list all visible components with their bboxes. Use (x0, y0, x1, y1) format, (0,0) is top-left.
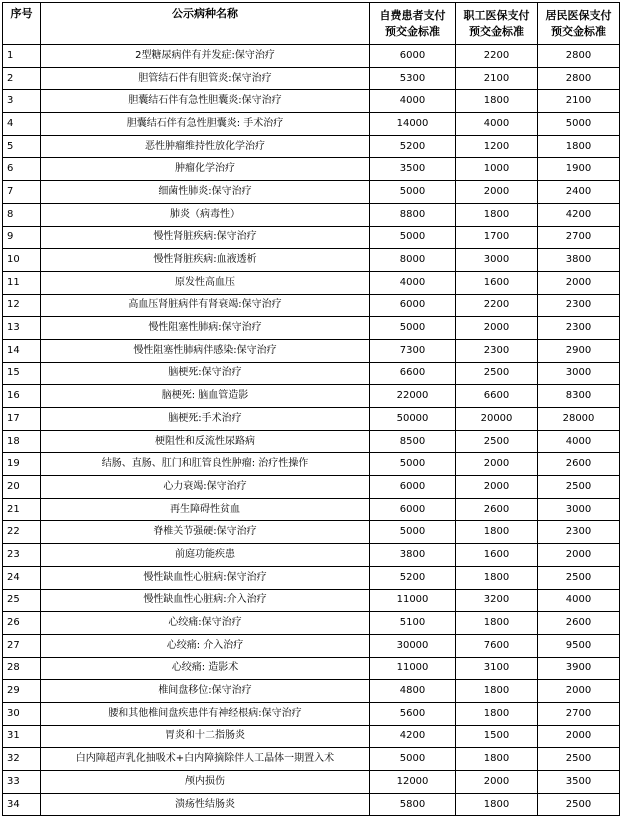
row-resident-cell: 1900 (538, 158, 620, 181)
row-seq-cell: 6 (3, 158, 41, 181)
row-employee-cell: 6600 (456, 385, 538, 408)
table-row (3, 680, 620, 703)
row-self-pay-cell: 4000 (370, 271, 456, 294)
row-resident-cell: 2300 (538, 317, 620, 340)
row-seq-cell: 19 (3, 453, 41, 476)
row-employee-cell: 1700 (456, 226, 538, 249)
row-employee-cell: 2300 (456, 339, 538, 362)
row-self-pay-cell: 5000 (370, 317, 456, 340)
row-self-pay-cell: 7300 (370, 339, 456, 362)
table-row (3, 67, 620, 90)
row-self-pay-cell: 5600 (370, 702, 456, 725)
row-resident-cell: 2800 (538, 67, 620, 90)
row-self-pay-cell: 4200 (370, 725, 456, 748)
header-self-pay-line1: 自费患者支付 (379, 8, 446, 22)
row-seq-cell: 34 (3, 793, 41, 816)
row-self-pay-cell: 22000 (370, 385, 456, 408)
header-self-pay-line2: 预交金标准 (385, 24, 440, 38)
row-self-pay-cell: 4000 (370, 90, 456, 113)
disease-fee-table-container (2, 2, 620, 816)
row-seq-cell: 27 (3, 634, 41, 657)
row-employee-cell: 1800 (456, 203, 538, 226)
header-row (3, 3, 620, 45)
row-seq-cell: 16 (3, 385, 41, 408)
table-row (3, 702, 620, 725)
row-seq-cell: 5 (3, 135, 41, 158)
row-self-pay-cell: 5100 (370, 612, 456, 635)
row-employee-cell: 1800 (456, 748, 538, 771)
row-self-pay-cell: 30000 (370, 634, 456, 657)
table-row (3, 226, 620, 249)
row-seq-cell: 24 (3, 566, 41, 589)
table-row (3, 498, 620, 521)
row-disease-name-cell: 慢性肾脏疾病:保守治疗 (41, 226, 370, 249)
row-seq-cell: 31 (3, 725, 41, 748)
row-seq-cell: 21 (3, 498, 41, 521)
table-row (3, 135, 620, 158)
row-disease-name-cell: 腰和其他椎间盘疾患伴有神经根病:保守治疗 (41, 702, 370, 725)
row-resident-cell: 1800 (538, 135, 620, 158)
table-row (3, 385, 620, 408)
row-employee-cell: 3000 (456, 249, 538, 272)
row-resident-cell: 2800 (538, 45, 620, 68)
table-row (3, 771, 620, 794)
row-resident-cell: 2700 (538, 226, 620, 249)
row-resident-cell: 3000 (538, 498, 620, 521)
row-resident-cell: 2500 (538, 748, 620, 771)
row-employee-cell: 20000 (456, 408, 538, 431)
table-row (3, 249, 620, 272)
row-disease-name-cell: 白内障超声乳化抽吸术+白内障摘除伴人工晶体一期置入术 (41, 748, 370, 771)
row-employee-cell: 1000 (456, 158, 538, 181)
row-seq-cell: 8 (3, 203, 41, 226)
row-self-pay-cell: 8000 (370, 249, 456, 272)
row-employee-cell: 2500 (456, 430, 538, 453)
row-self-pay-cell: 3800 (370, 544, 456, 567)
row-self-pay-cell: 8500 (370, 430, 456, 453)
row-seq-cell: 7 (3, 181, 41, 204)
row-employee-cell: 4000 (456, 113, 538, 136)
row-disease-name-cell: 再生障碍性贫血 (41, 498, 370, 521)
row-seq-cell: 25 (3, 589, 41, 612)
table-row (3, 657, 620, 680)
row-self-pay-cell: 6000 (370, 294, 456, 317)
row-disease-name-cell: 恶性肿瘤维持性放化学治疗 (41, 135, 370, 158)
row-disease-name-cell: 细菌性肺炎:保守治疗 (41, 181, 370, 204)
table-row (3, 90, 620, 113)
header-self-pay (370, 3, 456, 45)
row-employee-cell: 2500 (456, 362, 538, 385)
row-resident-cell: 2000 (538, 544, 620, 567)
row-disease-name-cell: 脊椎关节强硬:保守治疗 (41, 521, 370, 544)
row-resident-cell: 2700 (538, 702, 620, 725)
row-disease-name-cell: 慢性肾脏疾病:血液透析 (41, 249, 370, 272)
row-employee-cell: 1500 (456, 725, 538, 748)
row-resident-cell: 4200 (538, 203, 620, 226)
row-resident-cell: 2000 (538, 680, 620, 703)
row-disease-name-cell: 心绞痛: 造影术 (41, 657, 370, 680)
row-employee-cell: 1600 (456, 271, 538, 294)
table-row (3, 476, 620, 499)
row-disease-name-cell: 脑梗死:手术治疗 (41, 408, 370, 431)
header-resident-insurance (538, 3, 620, 45)
row-employee-cell: 2100 (456, 67, 538, 90)
row-resident-cell: 2300 (538, 294, 620, 317)
table-row (3, 453, 620, 476)
row-disease-name-cell: 慢性阻塞性肺病伴感染:保守治疗 (41, 339, 370, 362)
row-seq-cell: 33 (3, 771, 41, 794)
row-resident-cell: 2000 (538, 271, 620, 294)
table-row (3, 725, 620, 748)
row-resident-cell: 4000 (538, 430, 620, 453)
row-resident-cell: 2600 (538, 612, 620, 635)
row-seq-cell: 15 (3, 362, 41, 385)
table-row (3, 589, 620, 612)
row-disease-name-cell: 慢性阻塞性肺病:保守治疗 (41, 317, 370, 340)
row-self-pay-cell: 3500 (370, 158, 456, 181)
row-self-pay-cell: 5200 (370, 135, 456, 158)
row-resident-cell: 2500 (538, 566, 620, 589)
row-employee-cell: 1800 (456, 612, 538, 635)
row-resident-cell: 4000 (538, 589, 620, 612)
row-resident-cell: 2900 (538, 339, 620, 362)
table-row (3, 612, 620, 635)
table-row (3, 294, 620, 317)
row-seq-cell: 2 (3, 67, 41, 90)
table-body (3, 45, 620, 816)
row-disease-name-cell: 结肠、直肠、肛门和肛管良性肿瘤: 治疗性操作 (41, 453, 370, 476)
table-row (3, 634, 620, 657)
row-employee-cell: 3100 (456, 657, 538, 680)
table-row (3, 271, 620, 294)
row-employee-cell: 1800 (456, 680, 538, 703)
row-self-pay-cell: 6000 (370, 476, 456, 499)
row-employee-cell: 1800 (456, 566, 538, 589)
row-employee-cell: 1800 (456, 702, 538, 725)
row-employee-cell: 2200 (456, 294, 538, 317)
row-disease-name-cell: 原发性高血压 (41, 271, 370, 294)
table-row (3, 793, 620, 816)
row-seq-cell: 3 (3, 90, 41, 113)
row-self-pay-cell: 6000 (370, 498, 456, 521)
row-resident-cell: 2300 (538, 521, 620, 544)
row-self-pay-cell: 5800 (370, 793, 456, 816)
table-row (3, 339, 620, 362)
row-employee-cell: 2000 (456, 317, 538, 340)
row-seq-cell: 26 (3, 612, 41, 635)
row-self-pay-cell: 11000 (370, 589, 456, 612)
row-disease-name-cell: 梗阻性和反流性尿路病 (41, 430, 370, 453)
row-employee-cell: 1800 (456, 90, 538, 113)
header-employee-insurance (456, 3, 538, 45)
row-disease-name-cell: 慢性缺血性心脏病:介入治疗 (41, 589, 370, 612)
row-seq-cell: 13 (3, 317, 41, 340)
row-employee-cell: 1800 (456, 521, 538, 544)
row-resident-cell: 3800 (538, 249, 620, 272)
row-self-pay-cell: 5000 (370, 181, 456, 204)
row-resident-cell: 9500 (538, 634, 620, 657)
row-disease-name-cell: 慢性缺血性心脏病:保守治疗 (41, 566, 370, 589)
header-employee-line2: 预交金标准 (469, 24, 524, 38)
row-resident-cell: 2600 (538, 453, 620, 476)
table-row (3, 181, 620, 204)
row-resident-cell: 3900 (538, 657, 620, 680)
row-seq-cell: 22 (3, 521, 41, 544)
row-seq-cell: 11 (3, 271, 41, 294)
table-row (3, 45, 620, 68)
row-seq-cell: 23 (3, 544, 41, 567)
header-resident-line1: 居民医保支付 (545, 8, 612, 22)
row-employee-cell: 2600 (456, 498, 538, 521)
row-resident-cell: 2000 (538, 725, 620, 748)
row-disease-name-cell: 椎间盘移位:保守治疗 (41, 680, 370, 703)
table-row (3, 430, 620, 453)
row-disease-name-cell: 心力衰竭:保守治疗 (41, 476, 370, 499)
table-row (3, 521, 620, 544)
row-employee-cell: 2000 (456, 771, 538, 794)
row-disease-name-cell: 肿瘤化学治疗 (41, 158, 370, 181)
row-disease-name-cell: 胆囊结石伴有急性胆囊炎: 手术治疗 (41, 113, 370, 136)
row-resident-cell: 3000 (538, 362, 620, 385)
row-employee-cell: 1200 (456, 135, 538, 158)
row-employee-cell: 2000 (456, 453, 538, 476)
row-resident-cell: 2100 (538, 90, 620, 113)
row-disease-name-cell: 溃疡性结肠炎 (41, 793, 370, 816)
row-resident-cell: 5000 (538, 113, 620, 136)
row-disease-name-cell: 高血压肾脏病伴有肾衰竭:保守治疗 (41, 294, 370, 317)
table-row (3, 158, 620, 181)
row-disease-name-cell: 前庭功能疾患 (41, 544, 370, 567)
row-seq-cell: 29 (3, 680, 41, 703)
row-resident-cell: 28000 (538, 408, 620, 431)
disease-fee-table (2, 2, 620, 816)
table-row (3, 408, 620, 431)
header-seq: 序号 (3, 3, 41, 45)
row-self-pay-cell: 4800 (370, 680, 456, 703)
row-resident-cell: 2500 (538, 476, 620, 499)
row-disease-name-cell: 胆囊结石伴有急性胆囊炎:保守治疗 (41, 90, 370, 113)
row-disease-name-cell: 胆管结石伴有胆管炎:保守治疗 (41, 67, 370, 90)
row-seq-cell: 1 (3, 45, 41, 68)
row-self-pay-cell: 50000 (370, 408, 456, 431)
row-employee-cell: 1800 (456, 793, 538, 816)
row-seq-cell: 32 (3, 748, 41, 771)
row-seq-cell: 14 (3, 339, 41, 362)
row-resident-cell: 3500 (538, 771, 620, 794)
row-self-pay-cell: 5200 (370, 566, 456, 589)
row-disease-name-cell: 2型糖尿病伴有并发症:保守治疗 (41, 45, 370, 68)
table-row (3, 113, 620, 136)
header-disease-name: 公示病种名称 (41, 3, 370, 45)
table-row (3, 203, 620, 226)
row-seq-cell: 18 (3, 430, 41, 453)
row-seq-cell: 9 (3, 226, 41, 249)
table-row (3, 748, 620, 771)
row-self-pay-cell: 5300 (370, 67, 456, 90)
table-row (3, 544, 620, 567)
row-self-pay-cell: 5000 (370, 521, 456, 544)
row-disease-name-cell: 脑梗死:保守治疗 (41, 362, 370, 385)
header-employee-line1: 职工医保支付 (463, 8, 530, 22)
row-seq-cell: 10 (3, 249, 41, 272)
table-row (3, 317, 620, 340)
row-employee-cell: 3200 (456, 589, 538, 612)
row-resident-cell: 2400 (538, 181, 620, 204)
row-self-pay-cell: 6600 (370, 362, 456, 385)
row-seq-cell: 17 (3, 408, 41, 431)
row-employee-cell: 2000 (456, 181, 538, 204)
row-seq-cell: 4 (3, 113, 41, 136)
row-employee-cell: 7600 (456, 634, 538, 657)
row-disease-name-cell: 心绞痛:保守治疗 (41, 612, 370, 635)
row-employee-cell: 2000 (456, 476, 538, 499)
row-self-pay-cell: 8800 (370, 203, 456, 226)
row-disease-name-cell: 胃炎和十二指肠炎 (41, 725, 370, 748)
row-self-pay-cell: 12000 (370, 771, 456, 794)
header-resident-line2: 预交金标准 (551, 24, 606, 38)
table-header (3, 3, 620, 45)
table-row (3, 362, 620, 385)
row-employee-cell: 1600 (456, 544, 538, 567)
row-disease-name-cell: 脑梗死: 脑血管造影 (41, 385, 370, 408)
row-seq-cell: 12 (3, 294, 41, 317)
row-self-pay-cell: 11000 (370, 657, 456, 680)
row-self-pay-cell: 5000 (370, 226, 456, 249)
row-disease-name-cell: 颅内损伤 (41, 771, 370, 794)
row-seq-cell: 20 (3, 476, 41, 499)
row-self-pay-cell: 5000 (370, 453, 456, 476)
row-seq-cell: 30 (3, 702, 41, 725)
row-disease-name-cell: 心绞痛: 介入治疗 (41, 634, 370, 657)
row-self-pay-cell: 6000 (370, 45, 456, 68)
row-self-pay-cell: 14000 (370, 113, 456, 136)
row-resident-cell: 2500 (538, 793, 620, 816)
table-row (3, 566, 620, 589)
row-seq-cell: 28 (3, 657, 41, 680)
row-employee-cell: 2200 (456, 45, 538, 68)
row-self-pay-cell: 5000 (370, 748, 456, 771)
row-disease-name-cell: 肺炎（病毒性） (41, 203, 370, 226)
row-resident-cell: 8300 (538, 385, 620, 408)
